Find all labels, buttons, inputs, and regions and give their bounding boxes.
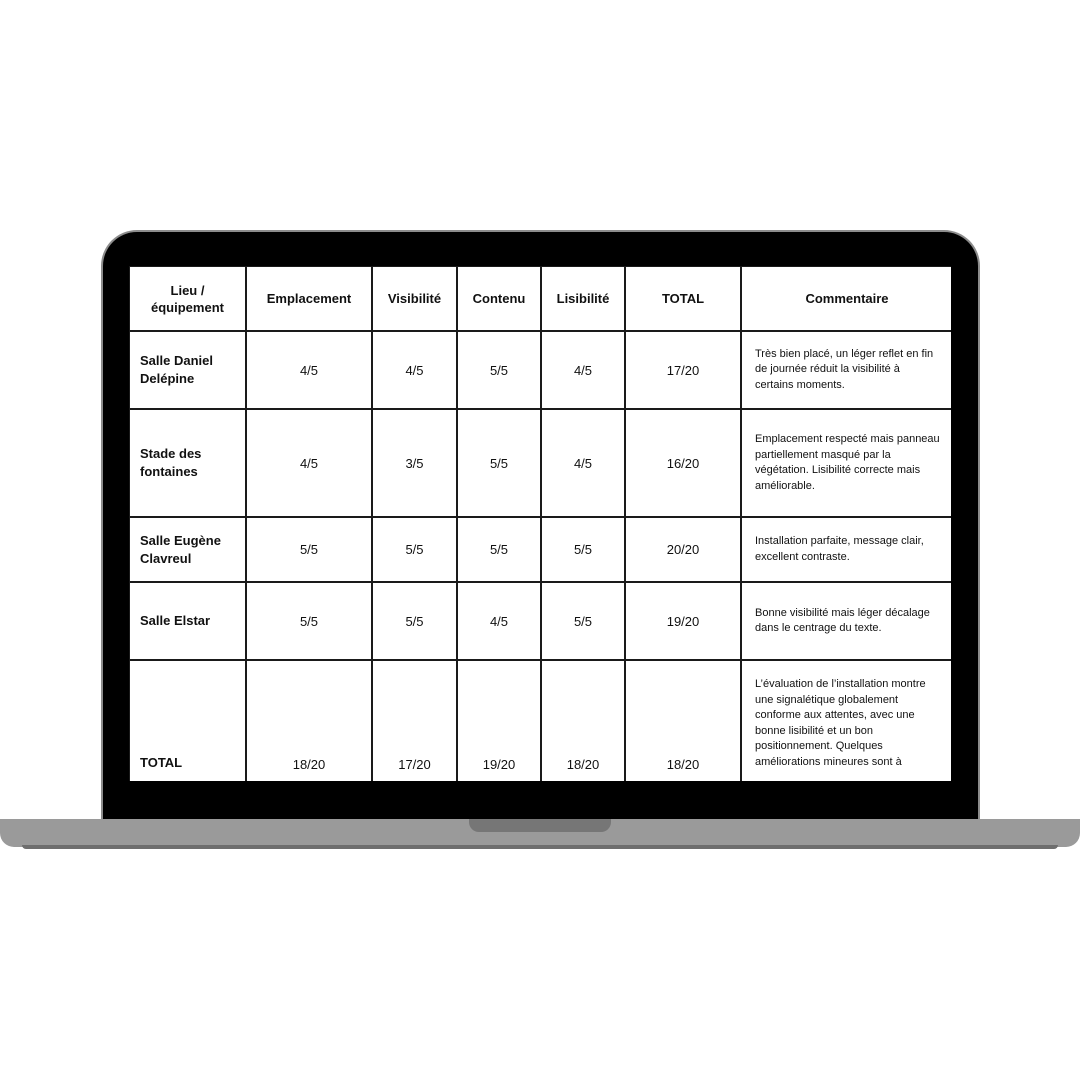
visibilite-cell: 5/5	[372, 517, 457, 582]
contenu-cell: 5/5	[457, 517, 541, 582]
total-cell: 17/20	[625, 331, 741, 409]
header-emplacement: Emplacement	[246, 266, 372, 331]
emplacement-cell: 4/5	[246, 331, 372, 409]
visibilite-cell: 3/5	[372, 409, 457, 517]
table-total-row	[129, 660, 951, 781]
lisibilite-cell: 5/5	[541, 517, 625, 582]
emplacement-cell: 4/5	[246, 409, 372, 517]
contenu-cell: 4/5	[457, 582, 541, 660]
lisibilite-cell: 4/5	[541, 409, 625, 517]
lisibilite-cell: 5/5	[541, 582, 625, 660]
grand-total-cell: 18/20	[625, 660, 741, 781]
place-cell: Salle Elstar	[129, 582, 246, 660]
comment-cell: Très bien placé, un léger reflet en fin de journée réduit la visibilité à certains moments.	[741, 331, 951, 409]
total-cell: 20/20	[625, 517, 741, 582]
visibilite-cell: 4/5	[372, 331, 457, 409]
visibilite-total-cell: 17/20	[372, 660, 457, 781]
header-place: Lieu / équipement	[129, 266, 246, 331]
emplacement-total-cell: 18/20	[246, 660, 372, 781]
header-lisibilite: Lisibilité	[541, 266, 625, 331]
lisibilite-total-cell: 18/20	[541, 660, 625, 781]
total-cell: 16/20	[625, 409, 741, 517]
place-cell: Stade des fontaines	[129, 409, 246, 517]
evaluation-table	[129, 266, 951, 781]
table-row	[129, 517, 951, 582]
lisibilite-cell: 4/5	[541, 331, 625, 409]
emplacement-cell: 5/5	[246, 517, 372, 582]
emplacement-cell: 5/5	[246, 582, 372, 660]
total-cell: 19/20	[625, 582, 741, 660]
table-row	[129, 582, 951, 660]
table-row	[129, 409, 951, 517]
header-commentaire: Commentaire	[741, 266, 951, 331]
comment-cell: Bonne visibilité mais léger décalage dans le centrage du texte.	[741, 582, 951, 660]
table-row	[129, 331, 951, 409]
contenu-cell: 5/5	[457, 331, 541, 409]
summary-comment-cell: L’évaluation de l’installation montre une signalétique globalement conforme aux attentes, avec une bonne lisibilité et un bon positionnement. Quelques améliorations mineures sont à	[741, 660, 951, 781]
total-label-cell: TOTAL	[129, 660, 246, 781]
laptop-screen	[129, 266, 951, 781]
contenu-total-cell: 19/20	[457, 660, 541, 781]
table-header-row	[129, 266, 951, 331]
laptop-notch	[469, 819, 611, 832]
place-cell: Salle Daniel Delépine	[129, 331, 246, 409]
header-contenu: Contenu	[457, 266, 541, 331]
place-cell: Salle Eugène Clavreul	[129, 517, 246, 582]
header-visibilite: Visibilité	[372, 266, 457, 331]
laptop-base-edge	[22, 845, 1058, 849]
visibilite-cell: 5/5	[372, 582, 457, 660]
header-total: TOTAL	[625, 266, 741, 331]
comment-cell: Emplacement respecté mais panneau partiellement masqué par la végétation. Lisibilité correcte mais améliorable.	[741, 409, 951, 517]
comment-cell: Installation parfaite, message clair, excellent contraste.	[741, 517, 951, 582]
contenu-cell: 5/5	[457, 409, 541, 517]
